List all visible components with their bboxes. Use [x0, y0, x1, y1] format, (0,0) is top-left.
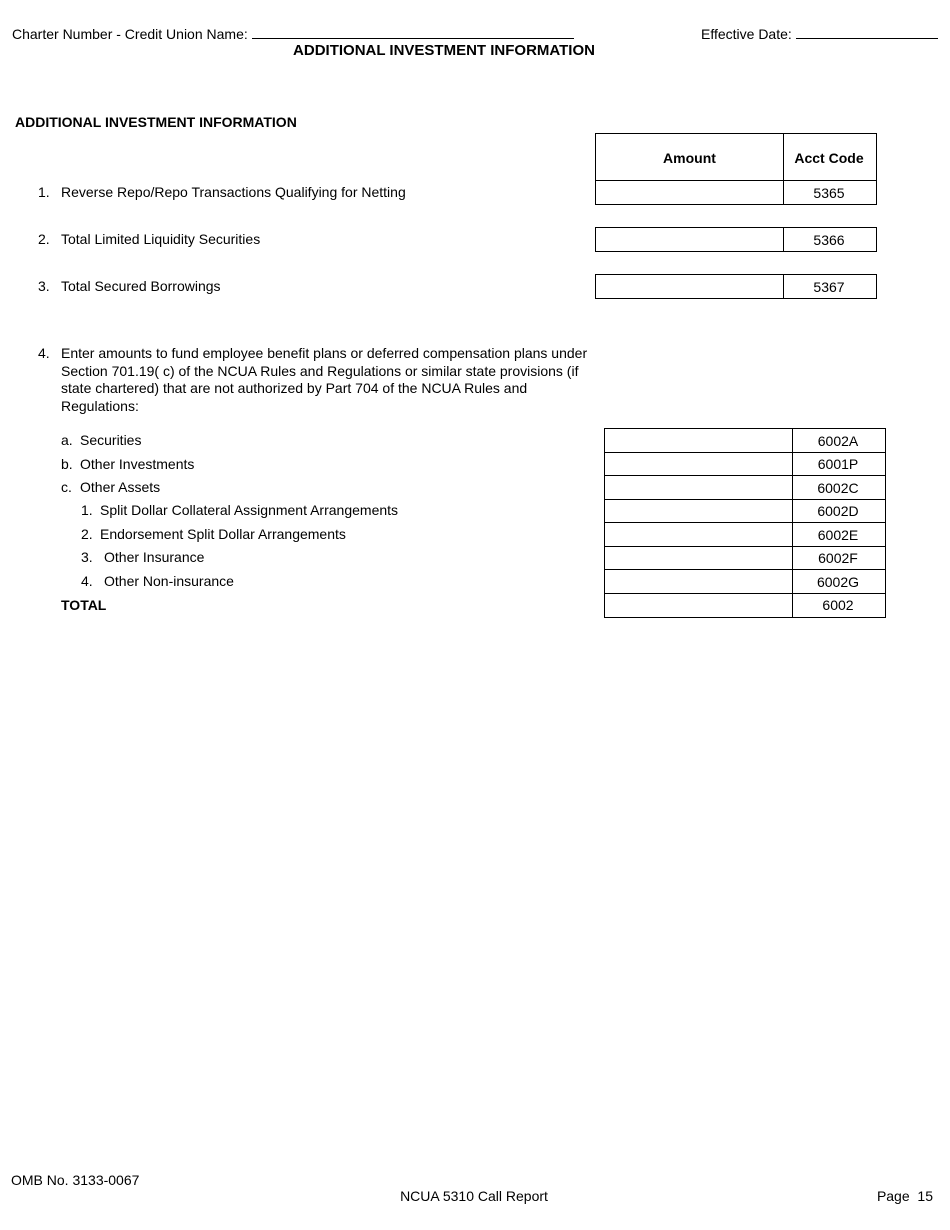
effective-date-input-line[interactable] — [796, 24, 938, 39]
item-4c1-amount-cell[interactable] — [605, 500, 793, 523]
table-row — [604, 428, 886, 453]
item-4c3-label: Other Insurance — [104, 549, 205, 565]
item-4-total-acct-code: 6002 — [822, 597, 854, 613]
item-4c4-label: Other Non-insurance — [104, 573, 234, 589]
column-header-acct-code: Acct Code — [794, 149, 864, 166]
item-4c-amount-cell[interactable] — [605, 476, 793, 499]
item-4b-amount-input[interactable] — [605, 453, 792, 476]
item-4a-amount-input[interactable] — [605, 429, 792, 452]
item-1-row-box — [595, 180, 877, 205]
item-4-total-label: TOTAL — [61, 597, 107, 613]
table-row — [604, 475, 886, 500]
item-4c3-amount-input[interactable] — [605, 547, 792, 570]
item-4-total-amount-cell[interactable] — [605, 594, 793, 617]
item-4c3-acct-code: 6002F — [818, 550, 858, 566]
item-4-number: 4. — [38, 345, 50, 361]
item-4c-acct-code: 6002C — [817, 479, 859, 496]
item-3-row-box — [595, 274, 877, 299]
omb-number: OMB No. 3133-0067 — [11, 1172, 140, 1188]
table-row — [604, 452, 886, 477]
item-4c2-number: 2. — [81, 526, 93, 542]
item-4c1-amount-input[interactable] — [605, 500, 792, 523]
item-4c-number: c. — [61, 479, 72, 495]
item-4c2-amount-input[interactable] — [605, 523, 792, 546]
report-name: NCUA 5310 Call Report — [400, 1188, 548, 1204]
item-4b-label: Other Investments — [80, 456, 195, 472]
item-2-amount-input[interactable] — [596, 228, 783, 251]
item-4c4-amount-cell[interactable] — [605, 570, 793, 593]
item-4b-amount-cell[interactable] — [605, 453, 793, 476]
item-3-label: Total Secured Borrowings — [61, 278, 221, 294]
item-1-label: Reverse Repo/Repo Transactions Qualifying for Netting — [61, 184, 406, 200]
item-4b-acct-code: 6001P — [817, 456, 859, 472]
item-2-number: 2. — [38, 231, 50, 247]
item-4a-number: a. — [61, 432, 73, 448]
item-4a-label: Securities — [80, 432, 142, 448]
charter-number-credit-union-field[interactable] — [12, 24, 574, 42]
item-4-description: Enter amounts to fund employee benefit plans or deferred compensation plans under Section 701.19( c) of the NCUA Rules and Regulations or similar state provisions (if state chartered) that are not authorized by Part 704 of the NCUA Rules and Regulations: — [61, 345, 588, 414]
item-3-acct-code: 5367 — [813, 278, 845, 295]
item-2-acct-code: 5366 — [813, 231, 845, 248]
item-4c4-acct-code: 6002G — [816, 573, 860, 590]
item-1-amount-input[interactable] — [596, 181, 783, 204]
item-4c1-label: Split Dollar Collateral Assignment Arrangements — [100, 502, 399, 518]
item-4b-number: b. — [61, 456, 73, 472]
item-4c3-amount-cell[interactable] — [605, 547, 793, 570]
item-2-row-box — [595, 227, 877, 252]
effective-date-field[interactable] — [701, 24, 938, 42]
item-4c-label: Other Assets — [80, 479, 161, 495]
item-4c2-acct-code: 6002E — [817, 526, 859, 543]
item-4c1-number: 1. — [81, 502, 93, 518]
effective-date-label: Effective Date: — [701, 26, 792, 42]
item-4a-acct-code: 6002A — [817, 432, 859, 449]
page-title: ADDITIONAL INVESTMENT INFORMATION — [293, 42, 595, 59]
item-1-number: 1. — [38, 184, 50, 200]
table-row-total — [604, 593, 886, 618]
item-4c2-label: Endorsement Split Dollar Arrangements — [100, 526, 346, 542]
item-2-amount-cell[interactable] — [596, 228, 784, 251]
item-4c2-amount-cell[interactable] — [605, 523, 793, 546]
item-2-label: Total Limited Liquidity Securities — [61, 231, 261, 247]
item-3-amount-cell[interactable] — [596, 275, 784, 298]
section-heading: ADDITIONAL INVESTMENT INFORMATION — [15, 114, 297, 130]
column-header-box — [595, 133, 877, 182]
item-4c4-amount-input[interactable] — [605, 570, 792, 593]
column-header-amount: Amount — [596, 134, 784, 181]
item-4a-amount-cell[interactable] — [605, 429, 793, 452]
table-row — [604, 522, 886, 547]
charter-input-line[interactable] — [252, 24, 574, 39]
table-row — [604, 499, 886, 524]
item-1-amount-cell[interactable] — [596, 181, 784, 204]
item-4c-amount-input[interactable] — [605, 476, 792, 499]
item-4c4-number: 4. — [81, 573, 93, 589]
item-4c3-number: 3. — [81, 549, 93, 565]
item-4c1-acct-code: 6002D — [817, 503, 859, 519]
charter-label: Charter Number - Credit Union Name: — [12, 26, 248, 42]
table-row — [604, 569, 886, 594]
item-1-acct-code: 5365 — [813, 184, 845, 201]
item-4-total-amount-input[interactable] — [605, 594, 792, 617]
page-number: Page 15 — [876, 1188, 933, 1204]
table-row — [604, 546, 886, 571]
item-3-number: 3. — [38, 278, 50, 294]
item-3-amount-input[interactable] — [596, 275, 783, 298]
